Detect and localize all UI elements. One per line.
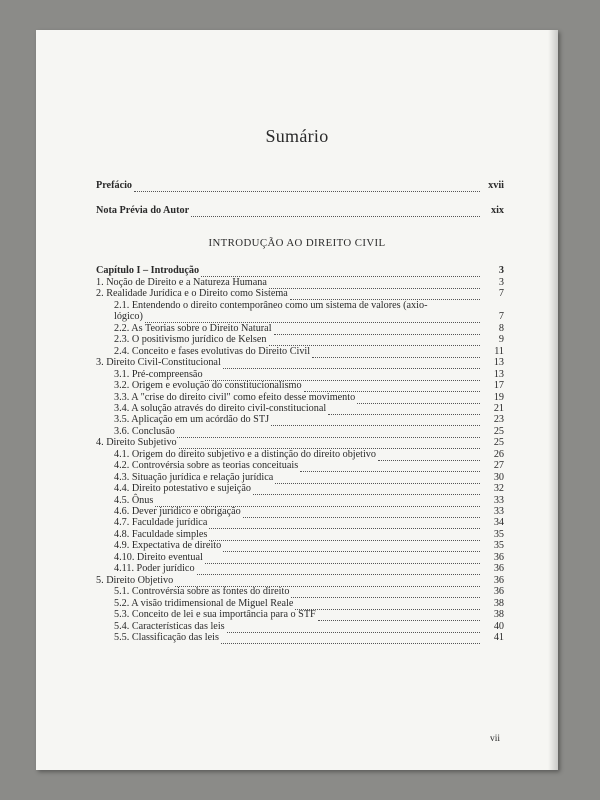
toc-chapter-heading: [96, 265, 504, 277]
toc-entry-page: 11: [494, 345, 504, 357]
toc-entry-label: 4.8. Faculdade simples: [114, 528, 208, 540]
toc-entry-label: Nota Prévia do Autor: [96, 205, 190, 216]
leader-dots: [221, 634, 480, 644]
toc-entry-page: 26: [493, 448, 504, 460]
toc-entry-page: xvii: [488, 180, 504, 191]
toc-entry-label: 2.2. As Teorias sobre o Direito Natural: [114, 322, 272, 334]
toc-entry-page: 3: [498, 265, 504, 276]
toc-entry-label: 4.11. Poder jurídico: [114, 563, 195, 575]
toc-entry-label: 5.2. A visão tridimensional de Miguel Reale: [114, 597, 294, 609]
toc-entry-page: 9: [498, 334, 504, 346]
toc-entry-label: 5. Direito Objetivo: [96, 574, 174, 586]
toc-entry-page: 38: [493, 609, 504, 621]
toc-entry: [114, 414, 504, 426]
toc-entry-page: 34: [493, 517, 504, 529]
toc-entry-page: 19: [493, 391, 504, 403]
toc-entry-page: 3: [498, 277, 504, 288]
toc-entry-label: 4. Direito Subjetivo: [96, 437, 177, 449]
toc-entry: [114, 632, 504, 644]
toc-entry: [114, 495, 504, 507]
toc-entry: [96, 277, 504, 289]
toc-entry-page: 36: [493, 574, 504, 586]
toc-entry-label: lógico): [114, 311, 143, 323]
leader-dots: [191, 207, 480, 217]
toc-entry-label: 4.3. Situação jurídica e relação jurídica: [114, 471, 274, 483]
toc-entry-label: 4.4. Direito potestativo e sujeição: [114, 483, 251, 495]
toc-entry-page: 17: [493, 380, 504, 392]
leader-dots: [134, 182, 480, 192]
toc-entry-label: 4.7. Faculdade jurídica: [114, 517, 208, 529]
toc-entry: [114, 552, 504, 564]
toc-entry: [114, 426, 504, 438]
toc-entry: [114, 403, 504, 415]
toc-entry-page: 38: [493, 597, 504, 609]
toc-entry: [96, 357, 504, 369]
toc-entry: [114, 369, 504, 381]
toc-entry-page: 8: [498, 322, 504, 334]
toc-entry: [114, 540, 504, 552]
toc-entry-label: Prefácio: [96, 180, 133, 191]
toc-entry-label: 3.2. Origem e evolução do constitucionalismo: [114, 380, 302, 392]
toc-entry: [114, 621, 504, 633]
toc-entry-label: 3. Direito Civil-Constitucional: [96, 357, 221, 369]
toc-entry-label: Capítulo I – Introdução: [96, 265, 200, 276]
toc-entry-label: 5.1. Controvérsia sobre as fontes do direito: [114, 586, 290, 598]
toc-entry: [96, 437, 504, 449]
toc-entry-page: 33: [493, 494, 504, 506]
toc-entry-page: 7: [498, 311, 504, 323]
page-title: Sumário: [265, 126, 329, 146]
toc-entry-label: 1. Noção de Direito e a Natureza Humana: [96, 277, 267, 288]
leader-dots: [201, 267, 480, 277]
toc-entry-label: 3.3. A "crise do direito civil" como efeito desse movimento: [114, 391, 356, 403]
toc-entry-label: 3.1. Pré-compreensão: [114, 368, 203, 380]
toc-entry-page: 36: [493, 551, 504, 563]
toc-entry-page: 40: [493, 620, 504, 632]
toc-entry-page: 33: [493, 506, 504, 517]
toc-entry-page: 21: [493, 402, 504, 414]
toc-entry-label: 3.4. A solução através do direito civil-constitucional: [114, 402, 327, 414]
toc-entry: [114, 609, 504, 621]
toc-entry-label: 4.9. Expectativa de direito: [114, 540, 222, 552]
toc-entry-nota-previa: [96, 205, 504, 217]
toc-entry-label: 4.5. Ônus: [114, 494, 154, 506]
toc-entry-page: xix: [490, 205, 504, 216]
toc-entry: [114, 517, 504, 529]
toc-entry: [114, 586, 504, 598]
toc-entry-label: 2.4. Conceito e fases evolutivas do Direito Civil: [114, 345, 311, 357]
toc-entry: [96, 575, 504, 587]
toc-entry-label: 5.3. Conceito de lei e sua importância para o STF: [114, 609, 316, 621]
toc-entry-label: 2.1. Entendendo o direito contemporâneo como um sistema de valores (axio-: [114, 299, 428, 311]
toc-entry: [114, 563, 504, 575]
toc-entry: [114, 483, 504, 495]
toc-entry-page: 27: [493, 460, 504, 472]
toc-entry-label: 4.6. Dever jurídico e obrigação: [114, 506, 241, 517]
toc-entry: [114, 300, 427, 312]
toc-entry-page: 41: [493, 631, 504, 643]
toc-entry-page: 36: [493, 586, 504, 598]
toc-entry: [114, 323, 504, 335]
toc-entry-page: 30: [493, 471, 504, 483]
toc-entry-page: 36: [493, 563, 504, 575]
toc-entry-label: 3.6. Conclusão: [114, 425, 175, 437]
toc-entry-label: 5.4. Características das leis: [114, 620, 225, 632]
toc-entry-label: 4.1. Origem do direito subjetivo e a distinção do direito objetivo: [114, 448, 376, 460]
toc-entry: [96, 288, 504, 300]
toc-entry-label: 2. Realidade Jurídica e o Direito como Sistema: [96, 288, 288, 300]
book-page: [36, 30, 558, 770]
toc-entry-page: 35: [493, 528, 504, 540]
section-heading: INTRODUÇÃO AO DIREITO CIVIL: [208, 237, 386, 249]
toc-entry: [114, 380, 504, 392]
toc-entry-label: 3.5. Aplicação em um acórdão do STJ: [114, 414, 270, 426]
toc-entry-page: 35: [493, 540, 504, 552]
toc-entry-page: 23: [493, 414, 504, 426]
toc-entry-page: 25: [493, 437, 504, 449]
toc-entry-label: 4.10. Direito eventual: [114, 551, 203, 563]
toc-entry: [114, 598, 504, 610]
toc-entry-page: 25: [493, 425, 504, 437]
toc-entry: [114, 506, 504, 518]
toc-entry: [114, 311, 504, 323]
toc-entry-page: 13: [493, 357, 504, 369]
toc-entry: [114, 449, 504, 461]
toc-entry-page: 13: [493, 368, 504, 380]
toc-entry: [114, 472, 504, 484]
toc-entry-label: 4.2. Controvérsia sobre as teorias conceituais: [114, 460, 299, 472]
toc-entry: [114, 460, 504, 472]
toc-entry-prefacio: [96, 180, 504, 192]
toc-entry: [114, 334, 504, 346]
toc-entry-page: 32: [493, 483, 504, 495]
toc-entry: [114, 346, 504, 358]
page-number: vii: [489, 734, 500, 744]
toc-entry-label: 2.3. O positivismo jurídico de Kelsen: [114, 334, 267, 346]
toc-entry-label: 5.5. Classificação das leis: [114, 631, 219, 643]
toc-entry: [114, 529, 504, 541]
toc-entry: [114, 392, 504, 404]
toc-entry-page: 7: [498, 288, 504, 300]
